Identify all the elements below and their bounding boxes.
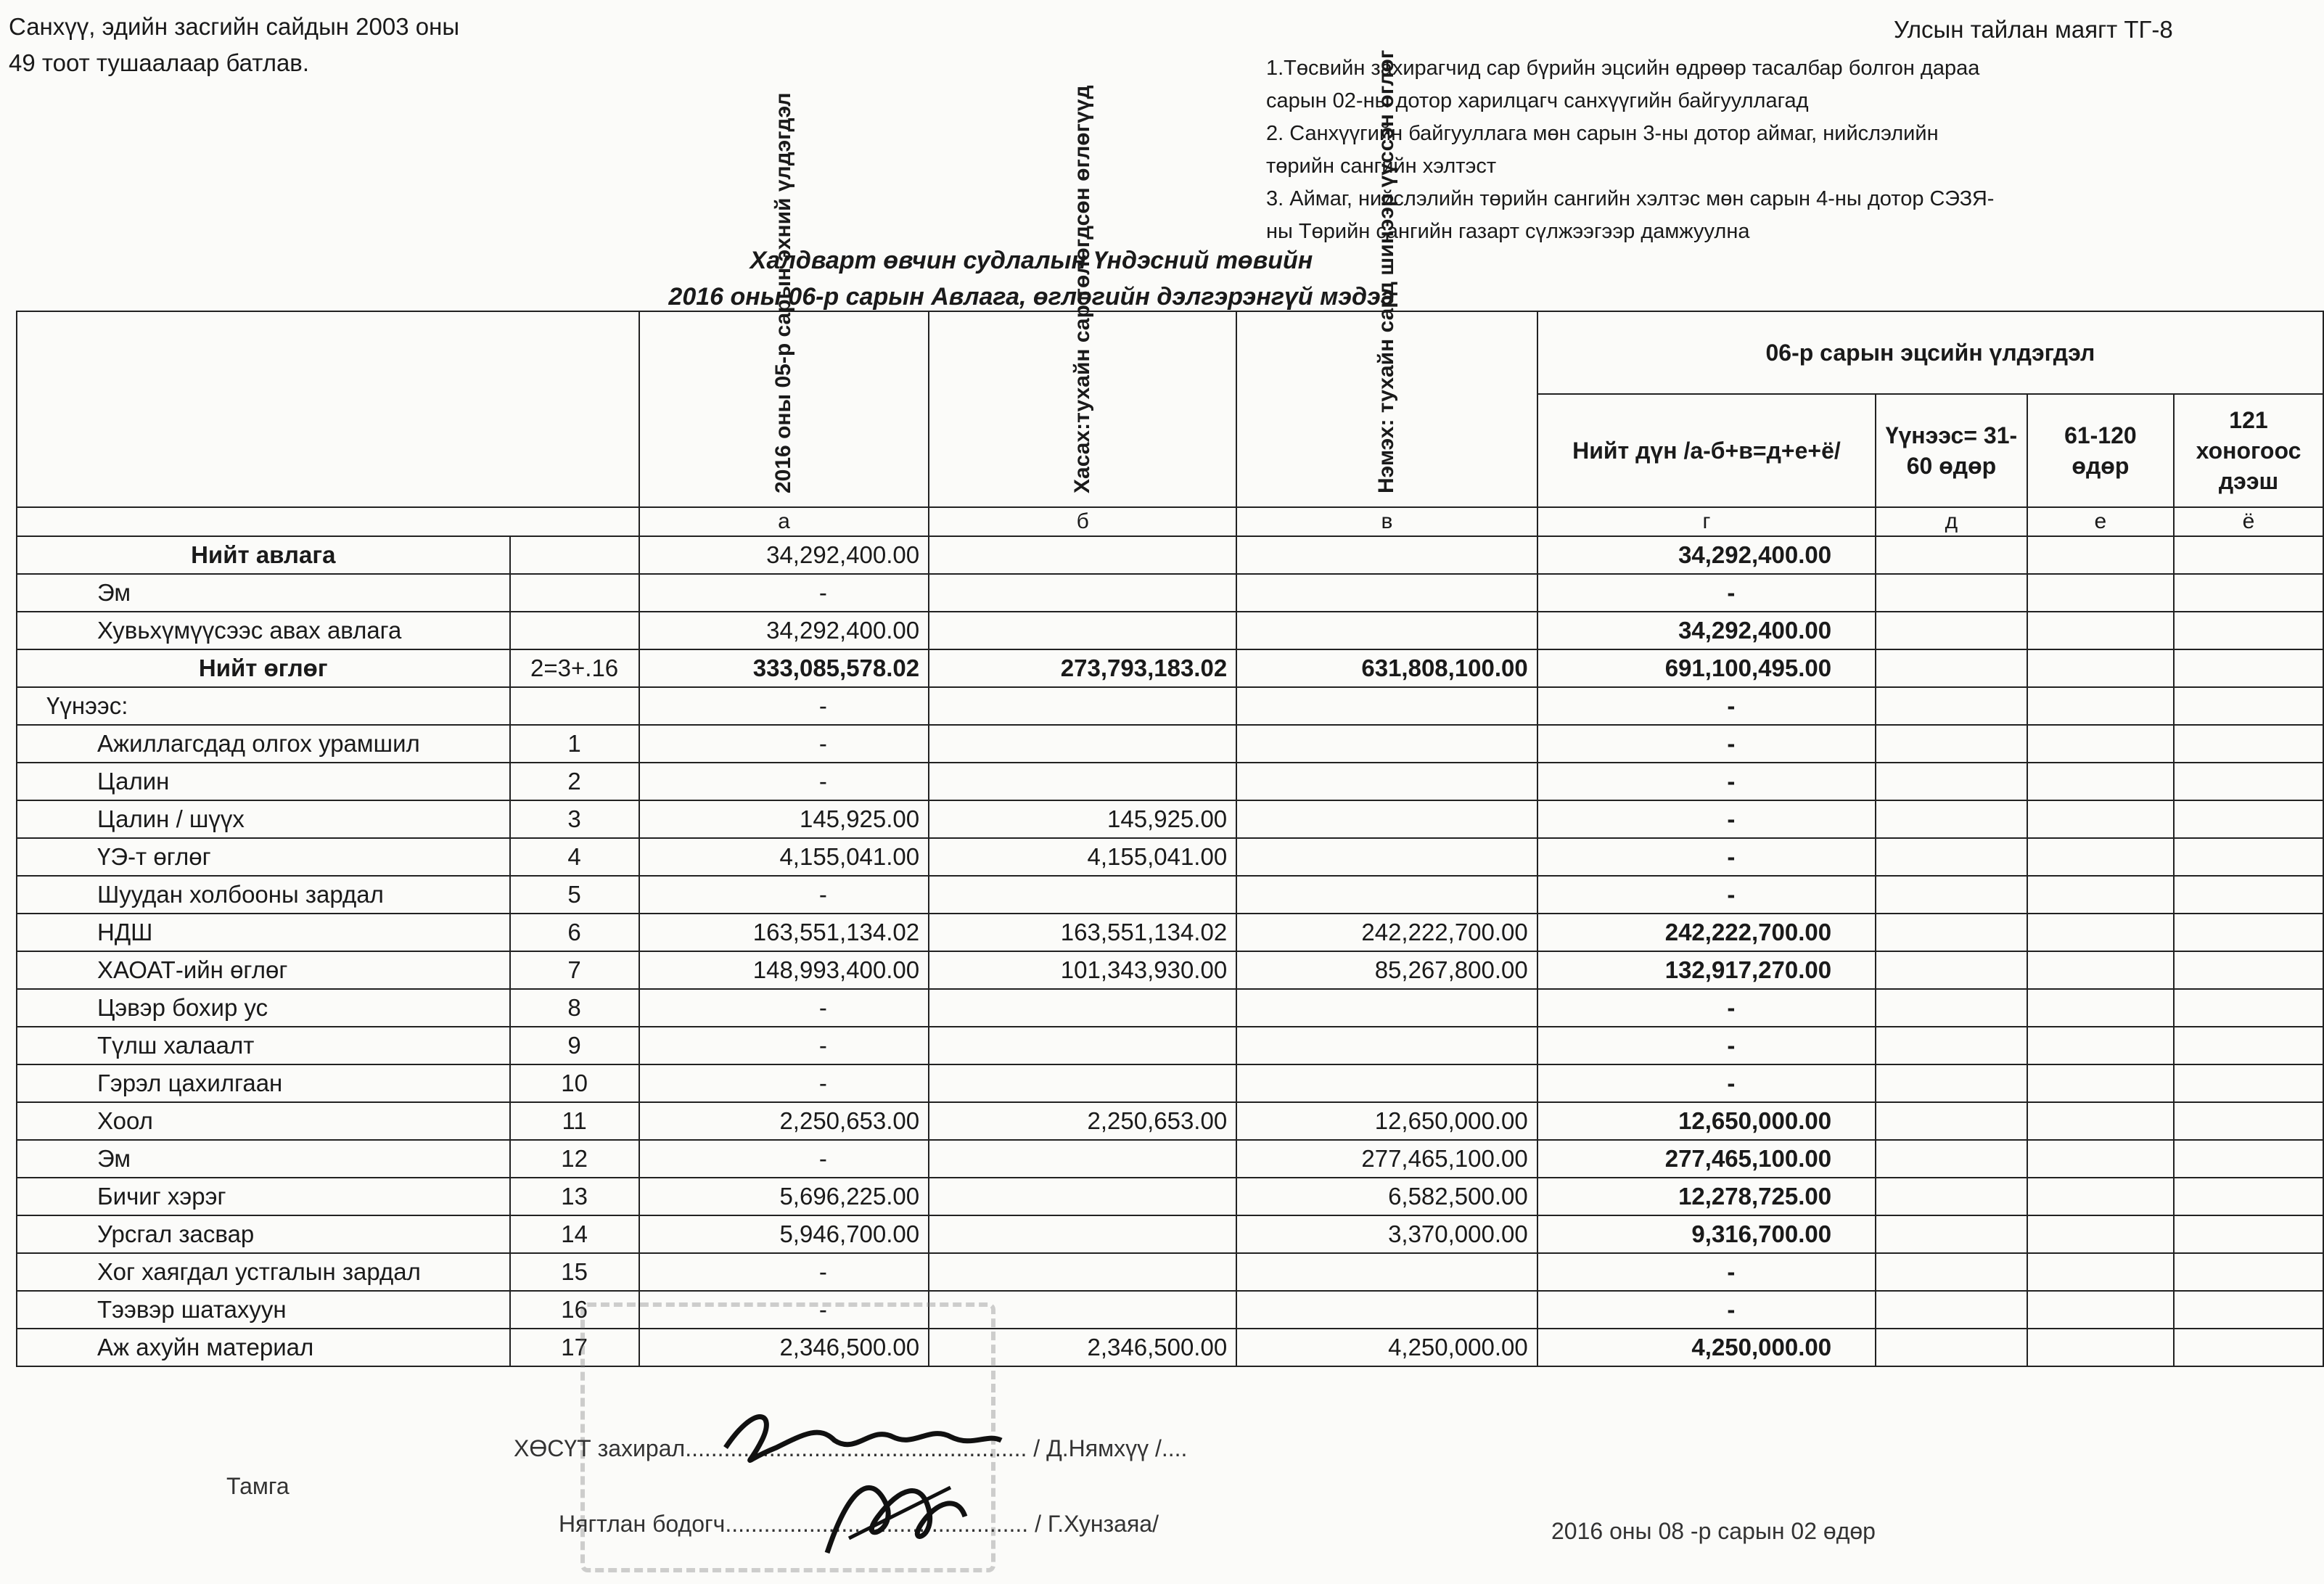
cell-col-e	[2027, 876, 2174, 914]
cell-col-d	[1876, 1064, 2027, 1102]
cell-col-d	[1876, 1140, 2027, 1178]
row-code: 1	[510, 725, 639, 763]
row-code: 2=3+.16	[510, 649, 639, 687]
row-label: Үүнээс:	[17, 687, 510, 725]
report-date: 2016 оны 08 -р сарын 02 өдөр	[1551, 1518, 1876, 1544]
row-code: 4	[510, 838, 639, 876]
accountant-signature-icon	[805, 1458, 980, 1575]
row-code	[510, 574, 639, 612]
cell-col-a: 145,925.00	[639, 800, 929, 838]
table-row	[17, 649, 2323, 687]
cell-col-e	[2027, 687, 2174, 725]
cell-col-a: 333,085,578.02	[639, 649, 929, 687]
row-code	[510, 687, 639, 725]
header-group-end-balance: 06-р сарын эцсийн үлдэгдэл	[1537, 311, 2323, 394]
cell-col-a: -	[639, 1027, 929, 1064]
cell-col-e	[2027, 725, 2174, 763]
row-label: Бичиг хэрэг	[17, 1178, 510, 1215]
cell-col-e	[2027, 574, 2174, 612]
cell-col-d	[1876, 612, 2027, 649]
cell-col-v: 12,650,000.00	[1236, 1102, 1537, 1140]
row-code: 15	[510, 1253, 639, 1291]
table-row	[17, 1215, 2323, 1253]
row-code: 11	[510, 1102, 639, 1140]
cell-col-d	[1876, 687, 2027, 725]
row-label: НДШ	[17, 914, 510, 951]
cell-col-b: 163,551,134.02	[929, 914, 1236, 951]
cell-col-yo	[2174, 574, 2323, 612]
cell-col-b: 2,250,653.00	[929, 1102, 1236, 1140]
cell-col-d	[1876, 838, 2027, 876]
row-code: 8	[510, 989, 639, 1027]
cell-col-e	[2027, 989, 2174, 1027]
cell-col-e	[2027, 1215, 2174, 1253]
header-col-yo: 121 хоногоос дээш	[2174, 394, 2323, 507]
cell-col-b	[929, 574, 1236, 612]
cell-col-e	[2027, 1140, 2174, 1178]
cell-col-d	[1876, 1329, 2027, 1366]
cell-col-b	[929, 1027, 1236, 1064]
letter-yo: ё	[2174, 507, 2323, 536]
cell-col-b	[929, 1178, 1236, 1215]
accountant-label: Нягтлан бодогч...............................................	[559, 1511, 1029, 1537]
cell-col-e	[2027, 536, 2174, 574]
report-title-line-2: 2016 оны 06-р сарын Авлага, өглөгийн дэлгэрэнгүй мэдээ	[668, 283, 1395, 311]
cell-col-d	[1876, 1178, 2027, 1215]
cell-col-g: 12,278,725.00	[1537, 1178, 1876, 1215]
cell-col-e	[2027, 800, 2174, 838]
cell-col-g: -	[1537, 1291, 1876, 1329]
stamp-label: Тамга	[226, 1473, 290, 1499]
row-label: Нийт өглөг	[17, 649, 510, 687]
cell-col-a: -	[639, 1291, 929, 1329]
cell-col-b: 2,346,500.00	[929, 1329, 1236, 1366]
cell-col-v: 277,465,100.00	[1236, 1140, 1537, 1178]
table-row	[17, 876, 2323, 914]
cell-col-b: 145,925.00	[929, 800, 1236, 838]
cell-col-g: 12,650,000.00	[1537, 1102, 1876, 1140]
cell-col-yo	[2174, 1215, 2323, 1253]
row-code: 13	[510, 1178, 639, 1215]
header-col-b: Хасах:тухайн сар төлөгдсөн өглөгүүд	[929, 311, 1236, 507]
cell-col-g: 242,222,700.00	[1537, 914, 1876, 951]
cell-col-e	[2027, 1291, 2174, 1329]
table-row	[17, 536, 2323, 574]
cell-col-yo	[2174, 612, 2323, 649]
row-code: 5	[510, 876, 639, 914]
cell-col-a: 34,292,400.00	[639, 536, 929, 574]
header-col-d: Үүнээс= 31-60 өдөр	[1876, 394, 2027, 507]
cell-col-d	[1876, 1253, 2027, 1291]
letter-blank	[17, 507, 639, 536]
row-code	[510, 612, 639, 649]
row-label: Хог хаягдал устгалын зардал	[17, 1253, 510, 1291]
cell-col-e	[2027, 763, 2174, 800]
cell-col-a: -	[639, 763, 929, 800]
table-row	[17, 574, 2323, 612]
header-col-v: Нэмэх: тухайн сард шинээр үүссэн өглөг	[1236, 311, 1537, 507]
row-label: Эм	[17, 1140, 510, 1178]
cell-col-g: -	[1537, 989, 1876, 1027]
row-code: 14	[510, 1215, 639, 1253]
cell-col-d	[1876, 876, 2027, 914]
cell-col-yo	[2174, 1329, 2323, 1366]
cell-col-g: -	[1537, 763, 1876, 800]
table-row	[17, 800, 2323, 838]
cell-col-e	[2027, 951, 2174, 989]
cell-col-e	[2027, 838, 2174, 876]
cell-col-g: -	[1537, 838, 1876, 876]
letter-g: г	[1537, 507, 1876, 536]
table-row	[17, 763, 2323, 800]
table-row	[17, 951, 2323, 989]
row-label: Хоол	[17, 1102, 510, 1140]
table-row	[17, 612, 2323, 649]
letter-b: б	[929, 507, 1236, 536]
cell-col-yo	[2174, 876, 2323, 914]
row-code: 7	[510, 951, 639, 989]
cell-col-b	[929, 612, 1236, 649]
cell-col-e	[2027, 649, 2174, 687]
row-label: Гэрэл цахилгаан	[17, 1064, 510, 1102]
letter-v: в	[1236, 507, 1537, 536]
cell-col-g: 277,465,100.00	[1537, 1140, 1876, 1178]
cell-col-a: 4,155,041.00	[639, 838, 929, 876]
row-label: Цэвэр бохир ус	[17, 989, 510, 1027]
cell-col-e	[2027, 914, 2174, 951]
cell-col-g: -	[1537, 725, 1876, 763]
cell-col-v	[1236, 612, 1537, 649]
report-title-line-1: Халдварт өвчин судлалын Үндэсний төвийн	[750, 247, 1313, 274]
row-label: Ажиллагсдад олгох урамшил	[17, 725, 510, 763]
cell-col-a: -	[639, 1253, 929, 1291]
cell-col-d	[1876, 1291, 2027, 1329]
table-row	[17, 687, 2323, 725]
cell-col-g: 132,917,270.00	[1537, 951, 1876, 989]
row-code: 10	[510, 1064, 639, 1102]
cell-col-v	[1236, 536, 1537, 574]
cell-col-a: 148,993,400.00	[639, 951, 929, 989]
cell-col-v: 631,808,100.00	[1236, 649, 1537, 687]
letter-a: а	[639, 507, 929, 536]
cell-col-b	[929, 1253, 1236, 1291]
cell-col-b	[929, 1064, 1236, 1102]
form-code: Улсын тайлан маягт ТГ-8	[1894, 16, 2173, 43]
cell-col-d	[1876, 1215, 2027, 1253]
cell-col-b: 273,793,183.02	[929, 649, 1236, 687]
cell-col-v	[1236, 1064, 1537, 1102]
row-code: 2	[510, 763, 639, 800]
cell-col-yo	[2174, 1140, 2323, 1178]
cell-col-b	[929, 536, 1236, 574]
cell-col-a: -	[639, 1140, 929, 1178]
cell-col-e	[2027, 1102, 2174, 1140]
cell-col-d	[1876, 725, 2027, 763]
cell-col-v: 4,250,000.00	[1236, 1329, 1537, 1366]
row-code: 3	[510, 800, 639, 838]
row-code: 12	[510, 1140, 639, 1178]
cell-col-yo	[2174, 1027, 2323, 1064]
cell-col-a: 163,551,134.02	[639, 914, 929, 951]
cell-col-b	[929, 1215, 1236, 1253]
table-row	[17, 1291, 2323, 1329]
cell-col-e	[2027, 1329, 2174, 1366]
table-row	[17, 1027, 2323, 1064]
cell-col-d	[1876, 649, 2027, 687]
cell-col-g: -	[1537, 1027, 1876, 1064]
row-label: Хувьхүмүүсээс авах авлага	[17, 612, 510, 649]
row-label: Түлш халаалт	[17, 1027, 510, 1064]
instruction-line: 3. Аймаг, нийслэлийн төрийн сангийн хэлтэс мөн сарын 4-ны дотор СЭЗЯ-	[1266, 187, 1995, 210]
row-label: Аж ахуйн материал	[17, 1329, 510, 1366]
row-label: Эм	[17, 574, 510, 612]
cell-col-a: 2,250,653.00	[639, 1102, 929, 1140]
cell-col-g: -	[1537, 574, 1876, 612]
table-row	[17, 1102, 2323, 1140]
table-row	[17, 725, 2323, 763]
cell-col-a: -	[639, 574, 929, 612]
cell-col-v	[1236, 876, 1537, 914]
cell-col-b: 101,343,930.00	[929, 951, 1236, 989]
cell-col-e	[2027, 1178, 2174, 1215]
row-code: 16	[510, 1291, 639, 1329]
row-label: Шуудан холбооны зардал	[17, 876, 510, 914]
cell-col-v	[1236, 763, 1537, 800]
row-code	[510, 536, 639, 574]
instruction-line: 1.Төсвийн захирагчид сар бүрийн эцсийн өдрөөр тасалбар болгон дараа	[1266, 57, 1980, 80]
cell-col-v	[1236, 1291, 1537, 1329]
cell-col-a: -	[639, 989, 929, 1027]
cell-col-e	[2027, 1027, 2174, 1064]
cell-col-a: 34,292,400.00	[639, 612, 929, 649]
cell-col-b	[929, 989, 1236, 1027]
letter-e: е	[2027, 507, 2174, 536]
cell-col-yo	[2174, 763, 2323, 800]
label-header-cell	[17, 311, 639, 507]
director-label: ХӨСҮТ захирал.....................................................	[514, 1435, 1027, 1461]
cell-col-d	[1876, 800, 2027, 838]
cell-col-a: 2,346,500.00	[639, 1329, 929, 1366]
cell-col-g: 34,292,400.00	[1537, 612, 1876, 649]
cell-col-yo	[2174, 1064, 2323, 1102]
cell-col-v	[1236, 1027, 1537, 1064]
cell-col-v	[1236, 725, 1537, 763]
cell-col-d	[1876, 989, 2027, 1027]
table-row	[17, 1253, 2323, 1291]
cell-col-yo	[2174, 1253, 2323, 1291]
row-label: Урсгал засвар	[17, 1215, 510, 1253]
cell-col-e	[2027, 612, 2174, 649]
cell-col-a: 5,696,225.00	[639, 1178, 929, 1215]
cell-col-v: 242,222,700.00	[1236, 914, 1537, 951]
cell-col-v	[1236, 574, 1537, 612]
cell-col-yo	[2174, 1102, 2323, 1140]
row-label: ҮЭ-т өглөг	[17, 838, 510, 876]
cell-col-yo	[2174, 1178, 2323, 1215]
cell-col-b	[929, 1140, 1236, 1178]
row-label: Тээвэр шатахуун	[17, 1291, 510, 1329]
table-row	[17, 1064, 2323, 1102]
header-col-e: 61-120 өдөр	[2027, 394, 2174, 507]
cell-col-yo	[2174, 914, 2323, 951]
cell-col-d	[1876, 763, 2027, 800]
cell-col-b	[929, 763, 1236, 800]
cell-col-v	[1236, 989, 1537, 1027]
table-row	[17, 1178, 2323, 1215]
letter-d: д	[1876, 507, 2027, 536]
cell-col-g: 9,316,700.00	[1537, 1215, 1876, 1253]
cell-col-d	[1876, 1027, 2027, 1064]
cell-col-yo	[2174, 838, 2323, 876]
cell-col-g: -	[1537, 800, 1876, 838]
row-code: 17	[510, 1329, 639, 1366]
header-col-g: Нийт дүн /а-б+в=д+е+ё/	[1537, 394, 1876, 507]
cell-col-yo	[2174, 1291, 2323, 1329]
instruction-line: сарын 02-ны дотор харилцагч санхүүгийн байгууллагад	[1266, 89, 1809, 112]
cell-col-b	[929, 876, 1236, 914]
row-code: 9	[510, 1027, 639, 1064]
approval-line-1: Санхүү, эдийн засгийн сайдын 2003 оны	[9, 13, 460, 40]
cell-col-a: -	[639, 1064, 929, 1102]
director-name: / Д.Нямхүү /....	[1033, 1435, 1188, 1461]
table-row	[17, 1140, 2323, 1178]
instruction-line: ны Төрийн сангийн газарт сүлжээгээр дамжуулна	[1266, 220, 1750, 243]
approval-line-2: 49 тоот тушаалаар батлав.	[9, 49, 309, 76]
cell-col-b	[929, 725, 1236, 763]
approval-note	[9, 9, 459, 81]
cell-col-b: 4,155,041.00	[929, 838, 1236, 876]
cell-col-a: -	[639, 687, 929, 725]
cell-col-v: 85,267,800.00	[1236, 951, 1537, 989]
cell-col-d	[1876, 536, 2027, 574]
cell-col-d	[1876, 1102, 2027, 1140]
cell-col-g: -	[1537, 1064, 1876, 1102]
row-label: Цалин	[17, 763, 510, 800]
cell-col-v	[1236, 1253, 1537, 1291]
cell-col-a: -	[639, 876, 929, 914]
cell-col-yo	[2174, 989, 2323, 1027]
table-row	[17, 1329, 2323, 1366]
cell-col-g: -	[1537, 876, 1876, 914]
instruction-line: 2. Санхүүгийн байгууллага мөн сарын 3-ны дотор аймаг, нийслэлийн	[1266, 122, 1939, 145]
instructions	[1266, 52, 2166, 248]
cell-col-a: -	[639, 725, 929, 763]
cell-col-v	[1236, 838, 1537, 876]
cell-col-yo	[2174, 951, 2323, 989]
instruction-line: төрийн сангийн хэлтэст	[1266, 155, 1497, 178]
cell-col-d	[1876, 951, 2027, 989]
cell-col-yo	[2174, 649, 2323, 687]
row-label: Цалин / шүүх	[17, 800, 510, 838]
cell-col-yo	[2174, 536, 2323, 574]
cell-col-v	[1236, 687, 1537, 725]
cell-col-g: 34,292,400.00	[1537, 536, 1876, 574]
cell-col-d	[1876, 574, 2027, 612]
cell-col-v: 6,582,500.00	[1236, 1178, 1537, 1215]
accountant-name: / Г.Хунзаяа/	[1035, 1511, 1159, 1537]
table-row	[17, 838, 2323, 876]
cell-col-g: 4,250,000.00	[1537, 1329, 1876, 1366]
cell-col-g: 691,100,495.00	[1537, 649, 1876, 687]
cell-col-e	[2027, 1064, 2174, 1102]
row-code: 6	[510, 914, 639, 951]
cell-col-v	[1236, 800, 1537, 838]
cell-col-yo	[2174, 725, 2323, 763]
cell-col-a: 5,946,700.00	[639, 1215, 929, 1253]
row-label: ХАОАТ-ийн өглөг	[17, 951, 510, 989]
table-row	[17, 989, 2323, 1027]
cell-col-v: 3,370,000.00	[1236, 1215, 1537, 1253]
cell-col-g: -	[1537, 687, 1876, 725]
row-label: Нийт авлага	[17, 536, 510, 574]
header-col-a: 2016 оны 05-р сарын эхний үлдэгдэл	[639, 311, 929, 507]
cell-col-e	[2027, 1253, 2174, 1291]
table-row	[17, 914, 2323, 951]
cell-col-yo	[2174, 800, 2323, 838]
cell-col-d	[1876, 914, 2027, 951]
cell-col-g: -	[1537, 1253, 1876, 1291]
cell-col-yo	[2174, 687, 2323, 725]
cell-col-b	[929, 687, 1236, 725]
